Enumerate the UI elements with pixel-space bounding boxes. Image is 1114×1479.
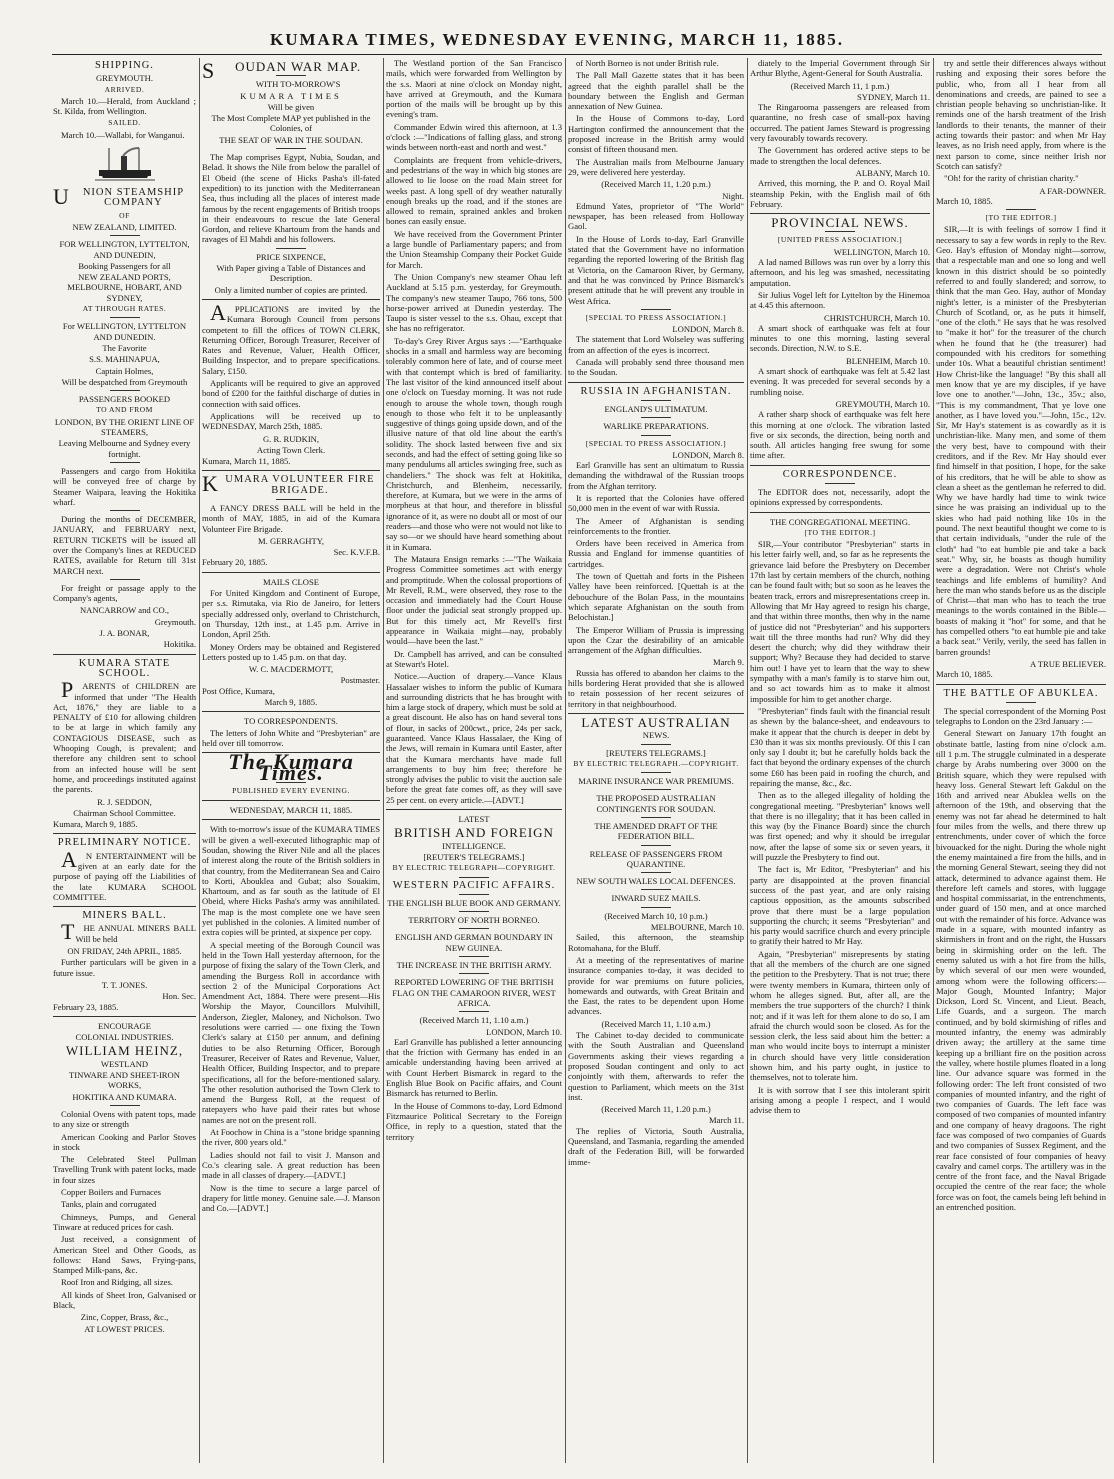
editorial-paragraph: A special meeting of the Borough Council was held in the Town Hall yesterday afternoon, for the purpose of fixing the salary of the Town Clerk, and amending the Burgess Roll in accordance with section 2 of the Municipal Corporations Act Amendment Act, 1884. There were present—His Worship the Mayor, Councillors Mulvihill, Anderson, Ziegler, Maloney, and Nicholson. Two resolutions were carried — one fixing the Town Clerk's salary at £150 per annum, and defining duties to be also Returning Officer, Borough Treasurer, Receiver of Rates and Revenue, Valuer, Health Officer, Building Inspector, and to prepare specifications, all for the before-mentioned salary. The other resolution authorised the Town Clerk to amend the Burgess Roll, at the request of ratepayers who have paid their rates but whose names are not on the present roll. [202, 939, 380, 1125]
passengers-heading: PASSENGERS BOOKED [78, 394, 171, 405]
news-paragraph: Orders have been received in America from Russia and England for immense quantities of cartridges. [568, 538, 744, 569]
separator [110, 510, 140, 511]
news-paragraph: Notice.—Auction of drapery.—Vance Klaus Hassalaer wishes to inform the public of Kumara and surrounding districts that he has brought with him a large stock of drapery, which must be sold at a great discount. He also has on hand several tons of flour, in sacks of 200cwt., price, 24s per sack, guaranteed. Vance Klaus Hassalaer, the King of the Jews, will remain in Kumara until Easter, after that the Kumara merchants have made full arrangements to buy him free; therefore he strongly advises the public to visit the auction sale before the great fate comes off, as they will save 25 per cent. on every article.—[ADVT.] [386, 671, 562, 805]
london-route: LONDON, BY THE ORIENT LINE OF STEAMERS, [54, 416, 195, 438]
route-heading: For WELLINGTON, LYTTELTON AND DUNEDIN. [62, 321, 187, 342]
product-line: Just received, a consignment of American Steel and Other Goods, as follows: Hand Saws, Frying-pans, Stamped Milk-pans, &c. [53, 1234, 196, 1276]
mails-heading: MAILS CLOSE [262, 576, 320, 587]
news-paragraph: The Union Company's new steamer Ohau left Auckland at 5.15 p.m. yesterday, for Greymouth. The company's new steamer Taupo, 766 tons, 500 horse-power arrived at Dunedin yesterday. The Taupo is sister vessel to the s.s. Ohau, except that she has no refrigerator. [386, 271, 562, 334]
letter-paragraph: The fact is, Mr Editor, "Presbyterian" and his party are disappointed at the proven financial success of the past year, and are only raising captious opposition, as the amounts subscribed prove that there must be a large population supporting the church; it seems "Presbyterian" and his party would sacrifice church and every principle to gratify their hatred to Mr Hay. [750, 864, 930, 947]
news-paragraph: In the House of Lords to-day, Earl Granville stated that the Government have no information regarding the reported lowering of the British flag at Victoria, on the Camaroon River, by Germany, and that he was convinced by Prince Bismarck's present attitude that he will prevent any trouble in West Africa. [568, 233, 744, 306]
subheading: THE PROPOSED AUSTRALIAN CONTINGENTS FOR SOUDAN. [596, 793, 716, 814]
subheading: TERRITORY OF NORTH BORNEO. [408, 915, 540, 926]
dateline: GREYMOUTH, March 10. [835, 398, 930, 409]
latest-label: LATEST [458, 814, 490, 825]
soudan-map-heading: SOUDAN WAR MAP. [202, 58, 362, 83]
received-time: (Received March 10, 10 p.m.) [604, 910, 708, 921]
news-paragraph: The Ringarooma passengers are released from quarantine, no fresh case of small-pox having occurred. The patient James Steward is progressing very favourably towards recovery. [750, 102, 930, 144]
with-label: WITH TO-MORROW'S [255, 79, 341, 90]
press-association-label: [UNITED PRESS ASSOCIATION.] [777, 235, 903, 245]
news-paragraph: A smart shock of earthquake was felt at four minutes to one this morning, lasting several seconds. Direction, N.W. to S.E. [750, 322, 930, 354]
news-label: NEWS. [642, 730, 670, 741]
telegraph-label: BY ELECTRIC TELEGRAPH—COPYRIGHT. [392, 863, 556, 873]
product-line: Tanks, plain and corrugated [61, 1199, 157, 1210]
signature: R. J. SEDDON, [97, 796, 152, 807]
news-paragraph: The replies of Victoria, South Australia, Queensland, and Tasmania, regarding the amended draft of the Federation Bill, will be forwarded imme- [568, 1125, 744, 1167]
column-5 [750, 58, 930, 1468]
separator [641, 907, 671, 908]
separator [825, 483, 855, 484]
separator [459, 973, 489, 974]
separator [110, 462, 140, 463]
separator [1006, 702, 1036, 703]
editorial-paragraph: Now is the time to secure a large parcel of drapery for little money. Genuine sale.—J. Manson and Co.—[ADVT.] [202, 1182, 380, 1214]
divider [750, 512, 930, 513]
news-paragraph: Earl Granville has published a letter announcing that the friction with Germany has ended in an amicable understanding having been arrived at with Count Herbert Bismarck in regard to the English Blue Book on Pacific affairs, and Count Bismarck has returned to Berlin. [386, 1036, 562, 1099]
letter-paragraph: SIR,—It is with feelings of sorrow I find it necessary to say a few words in reply to the Rev. Geo. Hay's effusion of Monday night—sorrow, that a respectable man and one so long and well known in this district should be so pointedly referred to and foully slandered; and sorrow, to think that the man Geo. Hay, author of Monday night's letter, is a minister of the Presbyterian Church of Scotland, or, as he puts it himself, "one of the cloth." He says that he was resolved to "make it hot" for the treasurer of the church when he found that he (the treasurer) had compounded with his creditors for something under 10s. What a beautiful christian sentiment! How Christ-like the language! "By this shall all men know that ye are my disciples, if ye have love one to another."—John, 13c., 35v.; also, "This is my commandment, That ye love one another, as I have loved you."—John, 15c., 12v. Sir, Mr Hay's statement is as cowardly as it is unchristian-like. Many men, and some of them the very best, have to compound with their creditors, and if the Rev. Mr Hay should ever find himself in that position, I hope, for the sake of his creditors, that he will be able to show as clean a sheet as the gentleman he referred to did. Why we have hardly had time to wink twice since he was praising an individual up to the skies who had paid nothing like 10s in the pound. The next beautiful thought we come to is that certain individuals, "under the rule of the cloth" had "to eat humble pie and take a back seat." Why, sir, he boasts as though humility were a degradation. Were not Christ's whole teachings and life emblems of humility? And here the man who stands before us as the disciple of Christ—that man who has to teach the true meanings to the words contained in the Bible—boasts of making it "hot" for some, and that he has compelled others "to eat humble pie and take a back seat." Verily, verily, the seed has fallen in barren grounds! [936, 224, 1106, 657]
dateline: LONDON, March 8. [672, 324, 744, 335]
sailed-label: SAILED. [108, 118, 141, 128]
ball-notice: THE ANNUAL MINERS BALL Will be held [61, 919, 196, 945]
given-label: Will be given [267, 101, 315, 112]
separator [459, 877, 489, 878]
separator [459, 956, 489, 957]
news-paragraph: The Ameer of Afghanistan is sending reinforcements to the frontier. [568, 515, 744, 536]
dateline: Night. [722, 190, 744, 201]
news-paragraph: To-day's Grey River Argus says :—"Earthquake shocks in a small and harmless way are becoming tolerably common here of late, and of course meet with that contempt which is bred of familiarity. The last visitor of the kind announced itself about one o'clock on Tuesday morning. It was not rude enough to arouse the whole town, though rough enough to those who felt it to be unpleasantly suggestive of things going upside down, and of the illusive nature of that old line about the earth's solidity. The shock lasted between five and six seconds, and had the effect of setting going like so many pendulums all articles swinging free, such as chandeliers." The shock was felt at Hokitika, Christchurch, and Blenheim, necessarily, therefore, at Kumara, but we were in the arms of morpheus at that hour, and therefore in blissful ignorance of it, as were no doubt all or most of our readers—and those who were not would not like to say so—or we should have heard something about it in Kumara. [386, 335, 562, 552]
subheading: THE INCREASE IN THE BRITISH ARMY. [396, 960, 552, 971]
divider [568, 713, 744, 714]
ball-date: ON FRIDAY, 24th APRIL, 1885. [67, 946, 182, 957]
news-paragraph: A smart shock of earthquake was felt at 5.42 last evening. It was preceded for several seconds by a rumbling noise. [750, 366, 930, 397]
press-association-label: [SPECIAL TO PRESS ASSOCIATION.] [585, 312, 727, 322]
news-paragraph: Russia has offered to abandon her claims to the hills bordering Herat provided that she is allowed to retain possession of her recent seizures of territory in that neighbourhood. [568, 667, 744, 709]
letter-paragraph: SIR,—Your contributor "Presbyterian" starts in his letter fairly well, and, so far as he represents the grievance laid before the Presbytery on December 17th last by certain members of the church, nothing can be found fault with; but so soon as he leaves the beaten track, errors and misrepresentations creep in. Allowing that Mr Hay agreed to resign his charge, and that within three months, then why in the name of justice did not "Presbyterian" and his supporters wait till the three months had run? Why did they desert the church; why did they withdraw their support; Why? Because they had decided to starve him out! I have yet to learn that the way to shew sympathy with a man's family is to starve him out, and so act towards him as to make it almost impossible for him to get another charge. [750, 539, 930, 704]
column-divider [199, 58, 200, 1463]
masthead: KUMARA TIMES, WEDNESDAY EVENING, MARCH 11, 1885. [270, 30, 844, 49]
separator [641, 872, 671, 873]
fire-brigade-heading: KUMARA VOLUNTEER FIRE BRIGADE. [202, 471, 375, 497]
dateline: CHRISTCHURCH, March 10. [824, 312, 930, 323]
subheading: ENGLAND'S ULTIMATUM. [604, 403, 708, 414]
port-name: GREYMOUTH. [95, 73, 154, 84]
booking-text: Booking Passengers for all [78, 260, 171, 271]
news-paragraph: A lad named Billows was run over by a lorry this afternoon, and his leg was smashed, necessitating amputation. [750, 257, 930, 288]
captain-name: Captain Holmes, [95, 365, 154, 376]
separator [825, 231, 855, 232]
despatch-text: Will be despatched from Greymouth [61, 376, 188, 387]
limited-copies: Only a limited number of copies are printed. [214, 284, 368, 295]
column-1 [53, 58, 196, 1468]
cargo-text: Passengers and cargo from Hokitika will be conveyed free of charge by Steamer Waipara, leaving the Hokitika wharf. [53, 465, 196, 507]
news-paragraph: At a meeting of the representatives of marine insurance companies to-day, it was decided to provide for war premiums on future policies, homewards and outwards, with Great Britain and the East, the rates to be dependent upon Home advances. [568, 954, 744, 1017]
received-time: (Received March 11, 1.20 p.m.) [601, 1104, 711, 1115]
dateline: BLENHEIM, March 10. [845, 355, 930, 366]
of-label: OF [119, 210, 130, 220]
news-paragraph: It is reported that the Colonies have offered 50,000 men in the event of war with Russia. [568, 492, 744, 514]
dateline: MELBOURNE, March 10. [650, 922, 744, 933]
editorial-paragraph: Ladies should not fail to visit J. Manson and Co.'s clearing sale. A great reduction has been made in all classes of drapery.—[ADVT.] [202, 1149, 380, 1181]
separator [110, 390, 140, 391]
product-line: Zinc, Copper, Brass, &c., [80, 1312, 169, 1323]
column-divider [383, 58, 384, 1463]
separator [110, 235, 140, 236]
price: PRICE SIXPENCE, [256, 251, 326, 262]
subheading: MARINE INSURANCE WAR PREMIUMS. [578, 776, 734, 787]
news-paragraph: The Emperor William of Prussia is impressing upon the Czar the desirability of an amicable arrangement of the Afghan difficulties. [568, 624, 744, 656]
divider [568, 382, 744, 383]
latest-australian-heading: LATEST AUSTRALIAN [581, 714, 731, 730]
news-paragraph: of North Borneo is not under British rule. [576, 58, 719, 68]
reuters-label: [REUTER'S TELEGRAMS.] [423, 851, 525, 862]
divider [750, 213, 930, 214]
separator [641, 309, 671, 310]
separator [459, 894, 489, 895]
school-notice: PARENTS of CHILDREN are informed that under "The Health Act, 1876," they are liable to a PENALTY of £10 for allowing children to be at large in which family any CONTAGIOUS DISEASE, such as Whooping Cough, is prevalent; and therefore any children sent to school from an infected house will be sent home, and proceedings instituted against the parents. [53, 677, 196, 795]
leaving-text: Leaving Melbourne and Sydney every fortnight. [58, 438, 191, 459]
divider [202, 819, 380, 820]
company-name: NEW ZEALAND, LIMITED. [72, 221, 177, 232]
editorial-paragraph: With to-morrow's issue of the KUMARA TIMES will be given a well-executed lithographic map of Soudan, showing the River Nile and all the places of interest along the route of the British soldiers in that country, from the Mediterranean Sea and Cairo to Korti, Abouklea and Gubat; also Souakim, Khartoum, and as far south as the latitude of El Obeid, where Hicks Pasha's army was annihilated. The map is the most complete one we have seen yet published in the colonies. A limited number of extra copies will be printed, at sixpence per copy. [202, 824, 380, 938]
ball-more: Further particulars will be given in a future issue. [53, 957, 196, 978]
product-line: Colonial Ovens with patent tops, made to any size or strength [53, 1108, 196, 1130]
divider [202, 572, 380, 573]
column-4 [568, 58, 744, 1468]
news-paragraph: In the House of Commons to-day, Lord Edmond Fitzmaurice Political Secretary to the Foreign Office, in reply to a question, stated that the territory [386, 1100, 562, 1142]
industries-heading: COLONIAL INDUSTRIES. [75, 1032, 174, 1043]
separator [1006, 209, 1036, 210]
steamship-icon [95, 144, 155, 184]
newspaper-title: The Kumara Times. [228, 749, 354, 785]
school-heading: KUMARA STATE SCHOOL. [78, 657, 171, 679]
favorite-label: The Favorite [102, 342, 147, 353]
mails-money: Money Orders may be obtained and Registered Letters posted up to 1.45 p.m. on that day. [202, 641, 380, 662]
notice-date: Kumara, March 11, 1885. [202, 456, 291, 467]
ball-heading: MINERS BALL. [82, 910, 167, 922]
sailings-text: March 10.—Wallabi, for Wanganui. [61, 129, 185, 140]
divider [53, 833, 196, 834]
subheading: WARLIKE PREPARATIONS. [603, 421, 709, 432]
letter-date: March 10, 1885. [936, 669, 993, 680]
letter-paragraph: "Presbyterian" finds fault with the financial result as shewn by the balance-sheet, and endeavours to make it appear that the church is deeper in debt by £30 than it was six months previously. Of this I can only say I doubt it; but he carefully holds back the fact that beyond the ordinary expenses of the church some £60 has been paid in roofing the church, and repairing the manse, &c., &c. [750, 705, 930, 788]
mails-text: For United Kingdom and Continent of Europe, per s.s. Rimutaka, via Rio de Janeiro, for letters specially addressed only, overland to Christchurch, on Thursday, 12th inst., at 1.45 p.m. Arrive in London, April 25th. [202, 588, 380, 640]
paper-table: With Paper giving a Table of Distances and Description. [216, 263, 366, 284]
to-editor-label: [TO THE EDITOR.] [804, 527, 876, 537]
letter-heading: THE CONGREGATIONAL MEETING. [769, 516, 911, 527]
news-paragraph: Canada will probably send three thousand men to the Soudan. [568, 357, 744, 378]
correspondents-heading: TO CORRESPONDENTS. [244, 716, 338, 727]
route-heading: FOR WELLINGTON, LYTTELTON, AND DUNEDIN, [59, 239, 190, 260]
divider [202, 800, 380, 801]
product-line: American Cooking and Parlor Stoves in stock [53, 1131, 196, 1152]
news-paragraph: Arrived, this morning, the P. and O. Royal Mail steamship Pekin, with the English mail of 6th February. [750, 178, 930, 209]
separator [641, 744, 671, 745]
freight-text: For freight or passage apply to the Company's agents, [53, 582, 196, 604]
product-line: All kinds of Sheet Iron, Galvanised or Black, [53, 1289, 196, 1310]
column-divider [747, 58, 748, 1463]
dateline: March 9. [712, 657, 744, 668]
received-time: (Received March 11, 1.20 p.m.) [601, 179, 711, 190]
divider [750, 465, 930, 466]
correspondence-heading: CORRESPONDENCE. [782, 468, 898, 480]
separator [641, 772, 671, 773]
reuters-label: [REUTERS TELEGRAMS.] [606, 747, 706, 758]
separator [110, 317, 140, 318]
subheading: REPORTED LOWERING OF THE BRITISH FLAG ON THE CAMAROON RIVER, WEST AFRICA. [392, 977, 556, 1008]
applications-text: APPLICATIONS are invited by the Kumara Borough Council from persons competent to fill the offices of TOWN CLERK, Returning Officer, Borough Treasurer, Receiver of Rates and Revenue, Valuer, Health Officer, Building Inspector, and to prepare specifications. Salary, £150. [202, 299, 380, 376]
letter-paragraph: Then as to the alleged illegality of holding the congregational meeting. "Presbyterian" knows well that there is no illegality; that it has been called in this way (by the Finance Board) since the church was first opened; and why it should be irregular now, after the lapse of some six or seven years, it will puzzle the Presbytery to find out. [750, 790, 930, 863]
letter-paragraph: Again, "Presbyterian" misrepresents by stating that all the members of the church are one signed the petition to the Presbytery. That is not true; there were twenty members in Kumara, thirteen only of whom he alleges signed. But, after all, are the members the true supporters of the church? I think not; and if it was left for them alone to do so, I am afraid the church would soon be closed. As for the session clerk, the less said about him the better: a man who would incite boys to interrupt a minister in church should have very little consideration shown him, and his party ought, in justice to themselves, not to tolerate him. [750, 948, 930, 1083]
divider [202, 470, 380, 471]
column-3 [386, 58, 562, 1468]
separator [641, 435, 671, 436]
news-paragraph: Sailed, this afternoon, the steamship Rotomahana, for the Bluff. [568, 932, 744, 953]
british-foreign-heading: BRITISH AND FOREIGN [394, 825, 554, 841]
intelligence-label: INTELLIGENCE. [442, 840, 506, 851]
signature-role: Sec. K.V.F.B. [333, 547, 380, 558]
signature: T. T. JONES. [101, 979, 148, 990]
received-time: (Received March 11, 1 p.m.) [790, 80, 890, 91]
divider [386, 809, 562, 810]
heinz-heading: WILLIAM HEINZ, [65, 1043, 184, 1059]
location-heading: HOKITIKA AND KUMARA. [72, 1091, 177, 1102]
post-office: Post Office, Kumara, [202, 685, 275, 696]
map-text: The Map comprises Egypt, Nubia, Soudan, and Belad. It shows the Nile from below the parallel of El Obeid (the scene of Hicks Pasha's ill-fated expedition) to its junction with the Mediterranean Sea, thus including all the places of interest made famous by the recent engagements of British troops in their endeavours to rescue the late General Gordon, and relieve Khartoum from the hands and ravages of El Mahdi and his followers. [202, 152, 380, 245]
map-description: The Most Complete MAP yet published in the Colonies, of [211, 113, 371, 134]
applications-received: Applications will be received up to WEDNESDAY, March 25th, 1885. [202, 410, 380, 432]
shipping-heading: SHIPPING. [95, 60, 154, 71]
divider [53, 1016, 196, 1017]
lowest-prices: AT LOWEST PRICES. [84, 1323, 165, 1334]
subheading: THE ENGLISH BLUE BOOK AND GERMANY. [387, 897, 561, 908]
subheading: INWARD SUEZ MAILS. [611, 893, 701, 904]
news-paragraph: In the House of Commons to-day, Lord Hartington confirmed the announcement that the proposed increase in the British army would consist of fifteen thousand men. [568, 113, 744, 155]
separator [110, 1105, 140, 1106]
news-paragraph: The Cabinet to-day decided to communicate with the South Australian and Queensland Governments asking their views regarding a proposed Soudan contingent and only to act conjointly with them, afterwards to refer the question to Parliament, which meets on the 31st inst. [568, 1030, 744, 1102]
separator [276, 499, 306, 500]
paper-name: KUMARA TIMES [240, 90, 342, 101]
agent-name: J. A. BONAR, [99, 628, 150, 639]
divider [202, 299, 380, 300]
prelim-heading: PRELIMINARY NOTICE. [57, 837, 192, 849]
subheading: RELEASE OF PASSENGERS FROM QUARANTINE. [589, 848, 723, 869]
product-line: Chimneys, Pumps, and General Tinware at reduced prices for cash. [53, 1211, 196, 1232]
news-paragraph: A rather sharp shock of earthquake was felt here this morning at one o'clock. The vibration lasted five or six seconds, the direction, being north and south. All articles hanging free swung for some time after. [750, 409, 930, 461]
signature: G. R. RUDKIN, [262, 433, 320, 444]
agent-location: Greymouth. [154, 616, 196, 627]
news-paragraph: Earl Granville has sent an ultimatum to Russia demanding the withdrawal of the Russian troops from the Afghan territory. [568, 460, 744, 491]
telegraph-label: BY ELECTRIC TELEGRAPH.—COPYRIGHT. [573, 758, 739, 768]
subheading: ENGLISH AND GERMAN BOUNDARY IN NEW GUINEA. [395, 932, 553, 953]
divider [53, 906, 196, 907]
news-paragraph: The special correspondent of the Morning Post telegraphs to London on the 23rd January :— [936, 705, 1106, 727]
editor-disclaimer: The EDITOR does not, necessarily, adopt the opinions expressed by correspondents. [750, 486, 930, 508]
letter-date: March 10, 1885. [936, 195, 993, 206]
news-paragraph: The statement that Lord Wolseley was suffering from an affection of the eyes is incorrect. [568, 334, 744, 355]
news-paragraph: Edmund Yates, proprietor of "The World" newspaper, has been released from Holloway Gaol. [568, 200, 744, 232]
westland-label: WESTLAND [100, 1058, 149, 1069]
ports-text: NEW ZEALAND PORTS, MELBOURNE, HOBART, AND SYDNEY, [67, 272, 182, 303]
subheading: THE AMENDED DRAFT OF THE FEDERATION BILL. [594, 821, 718, 842]
vessel-name: S.S. MAHINAPUA, [89, 354, 160, 365]
return-tickets-text: During the months of DECEMBER, JANUARY, and FEBRUARY next, RETURN TICKETS will be issued all over the Company's lines at REDUCED RATES, available for Return till 31st MARCH next. [53, 514, 196, 576]
news-paragraph: Complaints are frequent from vehicle-drivers, and pedestrians of the way in which big stones are allowed to lie loose on the road Main street for weeks past. A long spell of dry weather naturally enough breaks up the road, and if the stones are allowed to remain, sprained ankles and broken bones can easily ensue. [386, 154, 562, 227]
column-divider [565, 58, 566, 1463]
agent-location: Hokitika. [163, 639, 196, 650]
encourage-heading: ENCOURAGE [98, 1020, 151, 1031]
dateline: LONDON, March 10. [486, 1026, 562, 1037]
press-association-label: [SPECIAL TO PRESS ASSOCIATION.] [585, 438, 727, 448]
signature-role: Postmaster. [340, 675, 380, 686]
published-label: PUBLISHED EVERY EVENING. [232, 785, 350, 795]
separator [641, 817, 671, 818]
signature-role: Chairman School Committee. [73, 807, 176, 818]
applications-bond: Applicants will be required to give an approved bond of £200 for the faithful discharge of duties in connection with said offices. [202, 378, 380, 409]
arrived-label: ARRIVED. [104, 84, 145, 94]
signature: W. C. MACDERMOTT, [248, 664, 334, 675]
separator [276, 248, 306, 249]
received-time: (Received March 11, 1.10 a.m.) [601, 1018, 711, 1029]
tinware-heading: TINWARE AND SHEET-IRON WORKS, [69, 1070, 180, 1091]
separator [110, 579, 140, 580]
editorial-paragraph: At Foochow in China is a "stone bridge spanning the river, 800 years old." [202, 1127, 380, 1148]
dateline: LONDON, March 8. [672, 449, 744, 460]
signature: M. GERRAGHTY, [258, 535, 324, 546]
fire-notice: A FANCY DRESS BALL will be held in the month of MAY, 1885, in aid of the Kumara Volunteer Fire Brigade. [202, 502, 380, 534]
news-paragraph: Dr. Campbell has arrived, and can be consulted at Stewart's Hotel. [386, 648, 562, 669]
news-paragraph: General Stewart on January 17th fought an obstinate battle, lasting from nine o'clock a.m. till 1 p.m. The struggle culminated in a desperate charge by Arabs numbering over 3000 on the British square, which they were repulsed with heavy loss. General Stewart left Gakdul on the 16th and arrived near Abuklea wells on the afternoon of the 19th, and observing that the enemy was not far ahead he determined to halt four miles from the wells, and there threw up entrenchments, under cover of which the force bivouacked for the night. During the whole night the enemy maintained a fire from the hills, and in the morning General Stewart, seeing they did not attack, determined to advance against them. He therefore left camels and stores, with luggage and hospital commissariat, in the entrenchments, under guard of 150 men, and at once marched out with the remainder of his force. Advance was made in a square, with mounted infantry as skirmishers in front and on the right, the Hussars being in skirmishing order on the left. The enemy saluted us with a hot fire from the hills, by which several of our men were wounded, among whom were the following officers:—Major Gough, Mounted Infantry; Major Dickson, Lord St. Vincent, and Lieut. Beach, Life Guards, and a surgeon. The march continued, and by bold skirmishing of rifles and mounted infantry, the enemy was admirably driven away; the artillery at the same time keeping up a brilliant fire on the position across the valley, where hostile plumes floated in a long line. Our advance square was formed in the following order: The left front consisted of two companies of mounted infantry, and the right of two companies of Guards. The left face was composed of two companies of mounted infantry and one company of heavy dragoons. The right face was composed of two companies of Guards and two companies of Sussex Regiment, and the rear face consisted of four companies of heavy cavalry and camel corps. The artillery was in the centre of the front face, and the Naval Brigade occupied the centre of the rear face; the whole force was on foot, the camels being left behind in an entrenched position. [936, 728, 1106, 1213]
notice-date: February 23, 1885. [53, 1001, 119, 1012]
seat-of-war: THE SEAT OF WAR IN THE SOUDAN. [219, 134, 363, 145]
column-2 [202, 58, 380, 1468]
separator [641, 845, 671, 846]
union-steamship-heading: UNION STEAMSHIP COMPANY [53, 184, 185, 210]
prelim-notice: AN ENTERTAINMENT will be given at an early date for the purpose of paying off the Liabilities of the late KUMARA SCHOOL COMMITTEE. [53, 846, 196, 902]
notice-date: March 9, 1885. [264, 697, 318, 708]
letter-paragraph: It is with sorrow that I see this intolerant spirit arising among a people I respect, and I would advise them to [750, 1084, 930, 1116]
divider [53, 654, 196, 655]
dateline: WELLINGTON, March 10. [833, 246, 930, 257]
separator [276, 148, 306, 149]
subheading: NEW SOUTH WALES LOCAL DEFENCES. [576, 876, 736, 887]
news-paragraph: The Westland portion of the San Francisco mails, which were forwarded from Wellington by the s.s. Maori at nine o'clock on Monday night, have arrived at Greymouth, and the Kumara portion of the mails will be brought up by this evening's tram. [386, 58, 562, 120]
masthead-rule [52, 54, 1102, 55]
subheading: WESTERN PACIFIC AFFAIRS. [392, 879, 556, 891]
dateline: March 11. [709, 1115, 744, 1126]
separator [459, 911, 489, 912]
column-6 [936, 58, 1106, 1468]
news-paragraph: We have received from the Government Printer a large bundle of Parliamentary papers; and from the Union Steamship Company their Pocket Guide for March. [386, 228, 562, 270]
product-line: Copper Boilers and Furnaces [61, 1187, 161, 1198]
arrivals-text: March 10.—Herald, from Auckland ; St. Kilda, from Wellington. [53, 95, 196, 117]
separator [459, 1011, 489, 1012]
through-rates: AT THROUGH RATES. [82, 304, 167, 314]
signature-role: Hon. Sec. [162, 991, 196, 1002]
dateline: WEDNESDAY, MARCH 11, 1885. [229, 805, 353, 816]
news-paragraph: The Australian mails from Melbourne January 29, were delivered here yesterday. [568, 156, 744, 177]
received-time: (Received March 11, 1.10 a.m.) [419, 1015, 529, 1026]
product-line: The Celebrated Steel Pullman Travelling Trunk with patent locks, made in four sizes [53, 1154, 196, 1185]
news-paragraph: Commander Edwin wired this afternoon, at 1.3 o'clock :—"Indications of falling glass, and strong winds between north-east and north and west." [386, 121, 562, 153]
provincial-news-heading: PROVINCIAL NEWS. [771, 215, 909, 231]
news-paragraph: The Pall Mall Gazette states that it has been agreed that the eighth parallel shall be the boundary between the English and German annexation of New Guinea. [568, 70, 744, 112]
letter-paragraph: try and settle their differences always without rushing and exposing their sores before the public, who, from all I hear from all denominations and creeds, are pained to see a christian people behaving so unchristian-like. It reminds one of the harsh treatment of the Irish landlords to their tenants, the manner of their acting towards their pastor: and when Mr Hay leaves, as no Irish need apply, from where is the next parson to come, since neither Irish nor Scotch can satisfy? [936, 58, 1106, 171]
letter-paragraph: "Oh! for the rarity of christian charity." [944, 173, 1079, 184]
battle-heading: THE BATTLE OF ABUKLEA. [943, 687, 1099, 699]
dateline: SYDNEY, March 11. [856, 91, 930, 102]
divider [936, 684, 1106, 685]
news-paragraph: The Mataura Ensign remarks :—"The Waikaia Progress Committee sometimes act with energy and promptitude. When the colossal proportions of Mr Revell, R.M., were observed, they rose to the occasion and immediately had the Court House floor under the judicial seat strongly propped up. But for this timely act, Mr Revell's first appearance in Waikaia might—nay, probably would—have been the last." [386, 553, 562, 647]
dateline: ALBANY, March 10. [855, 167, 930, 178]
news-paragraph: The Government has ordered active steps to be made to strengthen the local defences. [750, 145, 930, 166]
news-paragraph: Sir Julius Vogel left for Lyttelton by the Hinemoa at 4.45 this afternoon. [750, 289, 930, 311]
separator [641, 417, 671, 418]
correspondents-text: The letters of John White and "Presbyterian" are held over till tomorrow. [202, 727, 380, 748]
product-line: Roof Iron and Ridging, all sizes. [61, 1277, 173, 1288]
signature-role: Acting Town Clerk. [256, 444, 326, 455]
separator [641, 789, 671, 790]
agent-name: NANCARROW and CO., [79, 605, 170, 616]
column-divider [933, 58, 934, 1463]
letter-signature: A TRUE BELIEVER. [1030, 658, 1106, 669]
separator [641, 889, 671, 890]
divider [202, 711, 380, 712]
notice-date: Kumara, March 9, 1885. [53, 819, 138, 830]
news-paragraph: The town of Quettah and forts in the Pisheen Valley have been reinforced. [Quettah is at the debouchure of the Bolan Pass, in the mountains which separate Afghanistan on the south from Belochistan.] [568, 571, 744, 623]
to-editor-label: [TO THE EDITOR.] [985, 213, 1057, 223]
to-from-label: TO AND FROM [96, 405, 153, 415]
separator [641, 400, 671, 401]
separator [276, 75, 306, 76]
letter-signature: A FAR-DOWNER. [1039, 185, 1106, 196]
separator [459, 928, 489, 929]
news-paragraph: diately to the Imperial Government through Sir Arthur Blythe, Agent-General for South Australia. [750, 58, 930, 79]
notice-date: February 20, 1885. [202, 557, 268, 568]
russia-heading: RUSSIA IN AFGHANISTAN. [580, 385, 732, 397]
